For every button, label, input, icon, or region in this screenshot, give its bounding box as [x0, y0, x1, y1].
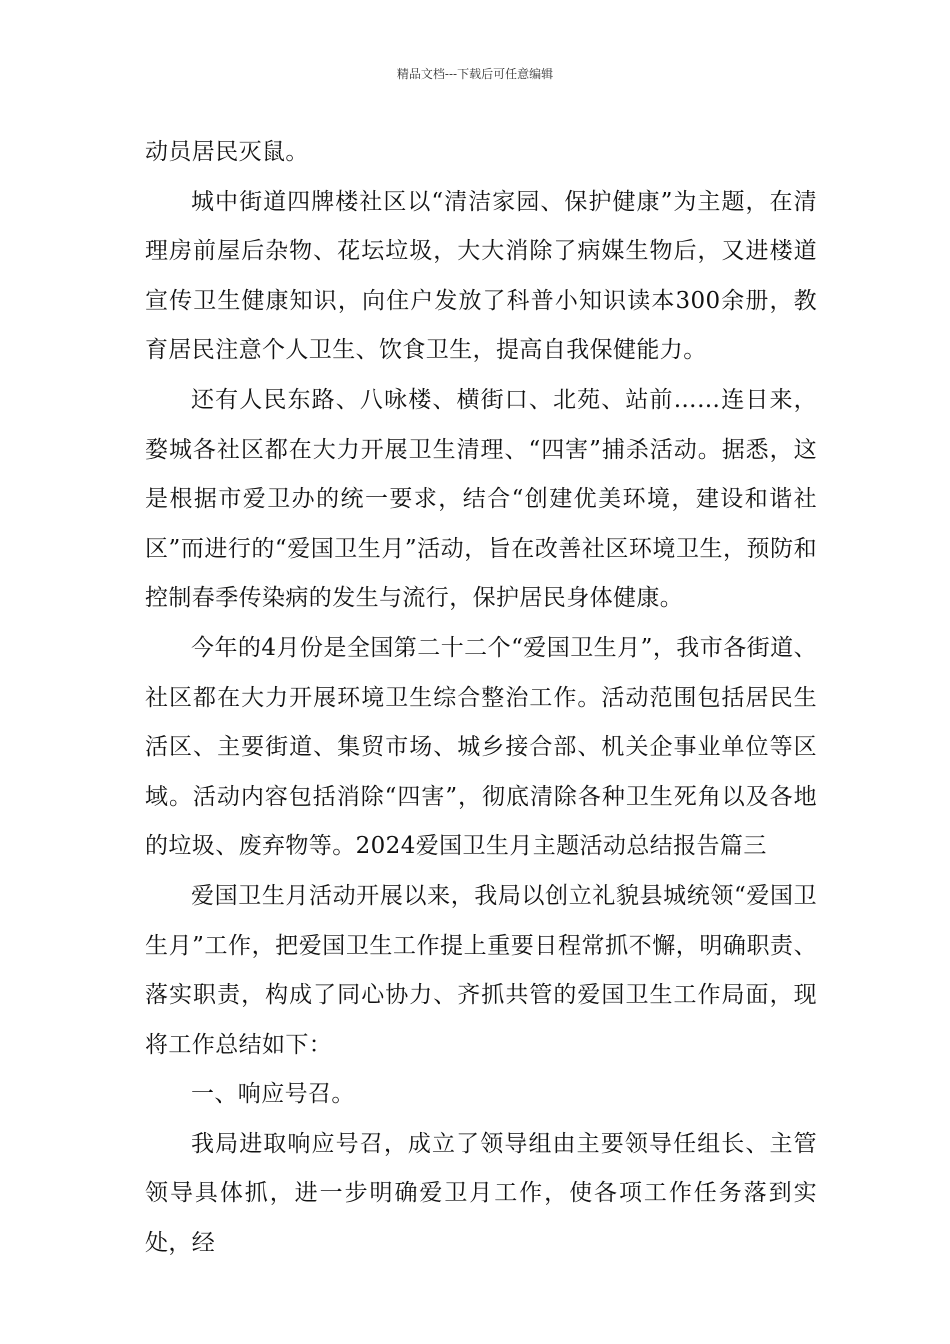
paragraph-6: 我局进取响应号召，成立了领导组由主要领导任组长、主管领导具体抓，进一步明确爱卫月工作，使各项工作任务落到实处，经: [145, 1130, 817, 1257]
paragraph-4: 今年的4月份是全国第二十二个“爱国卫生月”，我市各街道、社区都在大力开展环境卫生综合整治工作。活动范围包括居民生活区、主要街道、集贸市场、城乡接合部、机关企事业单位等区域。活动内容包括消除“四害”，彻底清除各种卫生死角以及各地的垃圾、废弃物等。2024爱国卫生月主题活动总结报告篇三: [145, 634, 817, 860]
paragraph-2: 城中街道四牌楼社区以“清洁家园、保护健康”为主题，在清理房前屋后杂物、花坛垃圾，大大消除了病媒生物后，又进楼道宣传卫生健康知识，向住户发放了科普小知识读本300余册，教育居民注意个人卫生、饮食卫生，提高自我保健能力。: [145, 188, 817, 364]
paragraph-3: 还有人民东路、八咏楼、横街口、北苑、站前……连日来，婺城各社区都在大力开展卫生清理、“四害”捕杀活动。据悉，这是根据市爱卫办的统一要求，结合“创建优美环境，建设和谐社区”而进行的“爱国卫生月”活动，旨在改善社区环境卫生，预防和控制春季传染病的发生与流行，保护居民身体健康。: [145, 386, 817, 612]
paragraph-1: 动员居民灭鼠。: [145, 139, 309, 165]
document-body: [145, 128, 817, 1269]
section-heading: 一、响应号召。: [191, 1081, 355, 1108]
paragraph-5: 爱国卫生月活动开展以来，我局以创立礼貌县城统领“爱国卫生月”工作，把爱国卫生工作提上重要日程常抓不懈，明确职责、落实职责，构成了同心协力、齐抓共管的爱国卫生工作局面，现将工作总结如下：: [145, 882, 817, 1058]
page-header: 精品文档---下载后可任意编辑: [396, 67, 554, 81]
